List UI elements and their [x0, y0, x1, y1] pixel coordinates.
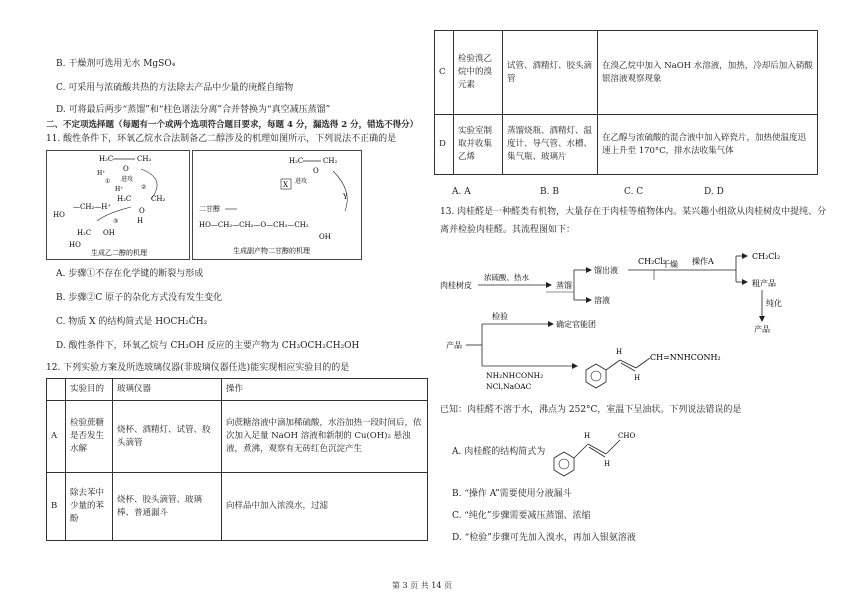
header-cell: 玻璃仪器 [113, 379, 222, 401]
q11-stem: 11. 酸性条件下，环氧乙烷水合法制备乙二醇涉及的机理如图所示，下列说法不正确的是 [46, 134, 397, 144]
svg-text:O: O [123, 165, 129, 173]
svg-text:二甘醇: 二甘醇 [199, 205, 220, 213]
q12-option-b: B. B [540, 187, 559, 197]
table-row [47, 473, 428, 541]
svg-text:HO: HO [69, 241, 81, 249]
flow-distillate: 馏出液 [594, 266, 618, 275]
q11-option-a: A. 步骤①不存在化学键的断裂与形成 [56, 269, 204, 279]
svg-text:②: ② [141, 184, 147, 191]
q13-stem-cont: 离并检验肉桂醛。其流程图如下： [440, 225, 576, 235]
svg-text:H₂C: H₂C [289, 157, 304, 165]
svg-text:进攻: 进攻 [295, 178, 308, 185]
flow-distill-label: 蒸馏 [556, 281, 572, 290]
q10-option-c: C. 可采用与浓硫酸共热的方法除去产品中少量的庚醛自缩物 [56, 83, 294, 93]
svg-text:HO: HO [53, 211, 65, 219]
q12-option-a: A. A [452, 187, 471, 197]
row-letter: C [435, 31, 454, 115]
svg-text:H⁺: H⁺ [97, 170, 106, 177]
table-header-row [47, 379, 428, 401]
q12-table-left [46, 378, 428, 541]
flow-start: 肉桂树皮 [440, 281, 472, 290]
svg-text:生成副产物二甘醇的机理: 生成副产物二甘醇的机理 [233, 247, 310, 255]
q12-option-c: C. C [624, 187, 644, 197]
svg-text:HO—CH₂—CH₂—O—CH₂—CH₂: HO—CH₂—CH₂—O—CH₂—CH₂ [199, 221, 309, 229]
svg-text:生成乙二醇的机理: 生成乙二醇的机理 [91, 249, 147, 257]
flow-crude-product: 粗产品 [752, 279, 776, 288]
svg-text:③: ③ [113, 218, 119, 225]
svg-text:进攻: 进攻 [121, 176, 134, 183]
svg-text:CH₂: CH₂ [151, 195, 166, 203]
q10-option-b: B. 干燥剂可选用无水 MgSO₄ [56, 59, 176, 69]
row-letter: D [435, 115, 454, 175]
flow-reagent-2: NCl,NaOAC [486, 382, 532, 391]
mechanism-figure-diethylene-glycol [192, 150, 362, 260]
flow-ch2cl2-out: CH₂Cl₂ [752, 252, 781, 261]
svg-text:—CH₂—H⁺: —CH₂—H⁺ [73, 203, 112, 211]
row-operation: 在乙醇与浓硫酸的混合液中加入碎瓷片，加热使温度迅速上升至 170°C，排水法收集气体 [598, 115, 818, 175]
svg-text:OH: OH [319, 233, 331, 241]
svg-text:H⁺: H⁺ [115, 186, 124, 193]
flow-solution: 溶液 [594, 296, 610, 305]
page-footer: 第 3 页 共 14 页 [392, 581, 452, 590]
row-purpose: 除去苯中少量的苯酚 [66, 473, 113, 541]
row-instruments: 烧杯、胶头滴管、玻璃棒、普通漏斗 [113, 473, 222, 541]
q13-option-c: C. “纯化”步骤需要减压蒸馏、浓缩 [452, 511, 591, 521]
flow-test: 检验 [492, 312, 508, 321]
q12-option-d: D. D [704, 187, 724, 197]
svg-text:H: H [634, 374, 641, 382]
svg-text:O: O [139, 207, 145, 215]
svg-text:H: H [584, 432, 591, 440]
row-operation: 在溴乙烷中加入 NaOH 水溶液，加热，冷却后加入硝酸银溶液观察现象 [598, 31, 818, 115]
svg-text:X: X [283, 181, 288, 189]
flow-confirm-group: 确定官能团 [556, 320, 596, 329]
q11-option-b: B. 步骤②C 原子的杂化方式没有发生变化 [56, 293, 223, 303]
q13-known: 已知：肉桂醛不溶于水，沸点为 252°C，室温下呈油状。下列说法错误的是 [440, 405, 742, 415]
row-letter: A [47, 401, 66, 473]
table-row [47, 401, 428, 473]
row-instruments: 蒸馏烧瓶、酒精灯、温度计、导气管、水槽、集气瓶、玻璃片 [503, 115, 598, 175]
svg-text:H₂C: H₂C [77, 229, 92, 237]
svg-text:CHO: CHO [618, 432, 636, 440]
q11-option-d: D. 酸性条件下，环氧乙烷与 CH₃OH 反应的主要产物为 CH₃OCH₂CH₂OH [56, 341, 360, 351]
header-cell: 实验目的 [66, 379, 113, 401]
mechanism-figure-ethylene-glycol [46, 150, 190, 260]
q11-option-c: C. 物质 X 的结构简式是 HOCH₂ĊH₂ [56, 317, 208, 327]
row-letter: B [47, 473, 66, 541]
flow-reagent-1: NH₂NHCONH₂ [486, 371, 544, 380]
table-row [435, 31, 818, 115]
svg-text:①: ① [105, 178, 111, 185]
flow-product: 产品 [754, 325, 770, 334]
q13-stem: 13. 肉桂醛是一种醛类有机物，大量存在于肉桂等植物体内。某兴趣小组欲从肉桂树皮中提纯、分 [440, 207, 827, 217]
row-instruments: 试管、酒精灯、胶头滴管 [503, 31, 598, 115]
svg-text:OH: OH [103, 229, 115, 237]
header-cell [47, 379, 66, 401]
section-2-title: 二、不定项选择题（每题有一个或两个选项符合题目要求，每题 4 分，漏选得 2 分，错选不得分） [46, 120, 419, 130]
flow-hydrazone: CH=NNHCONH₂ [650, 353, 721, 362]
q12-stem: 12. 下列实验方案及所选玻璃仪器(非玻璃仪器任选)能实现相应实验目的的是 [46, 363, 350, 373]
flow-step1-label: 浓硫酸、热水 [484, 273, 529, 282]
svg-text:H: H [604, 460, 611, 468]
header-cell: 操作 [222, 379, 428, 401]
q13-option-a: A. 肉桂醛的结构简式为 [452, 447, 546, 457]
flow-operation-a: 操作A [692, 257, 714, 266]
q12-table-right [434, 30, 818, 175]
svg-text:H: H [616, 348, 623, 356]
row-purpose: 检验蔗糖是否发生水解 [66, 401, 113, 473]
svg-text:CH₂: CH₂ [137, 155, 152, 163]
svg-text:CH₂: CH₂ [323, 157, 338, 165]
svg-text:H₂C: H₂C [117, 195, 132, 203]
row-purpose: 实验室制取并收集乙烯 [454, 115, 503, 175]
row-operation: 向样品中加入浓溴水，过滤 [222, 473, 428, 541]
q13-option-d: D. “检验”步骤可先加入溴水，再加入银氨溶液 [452, 533, 636, 543]
q10-option-d: D. 可将最后两步“蒸馏”和“柱色谱法分离”合并替换为“真空减压蒸馏” [56, 105, 331, 115]
table-row [435, 115, 818, 175]
flow-ch2cl2: CH₂Cl₂ [638, 257, 667, 266]
extraction-flowchart [436, 240, 826, 400]
row-operation: 向蔗糖溶液中滴加稀硫酸，水浴加热一段时间后，依次加入足量 NaOH 溶液和新制的 Cu(OH)₂ 悬浊液，煮沸，观察有无砖红色沉淀产生 [222, 401, 428, 473]
row-instruments: 烧杯、酒精灯、试管、胶头滴管 [113, 401, 222, 473]
q13-option-b: B. “操作 A”需要使用分液漏斗 [452, 489, 572, 499]
flow-product-2: 产品 [446, 341, 462, 350]
mechanism-diagram-1 [47, 151, 189, 259]
row-purpose: 检验溴乙烷中的溴元素 [454, 31, 503, 115]
flow-dry: 干燥 [662, 260, 678, 269]
svg-text:H₂C: H₂C [99, 155, 114, 163]
mechanism-diagram-2 [193, 151, 361, 259]
svg-text:H: H [137, 217, 144, 225]
svg-text:O: O [313, 167, 319, 175]
cinnamaldehyde-structure [548, 424, 638, 480]
svg-text:Y: Y [343, 193, 348, 201]
flow-purify: 纯化 [766, 299, 782, 308]
